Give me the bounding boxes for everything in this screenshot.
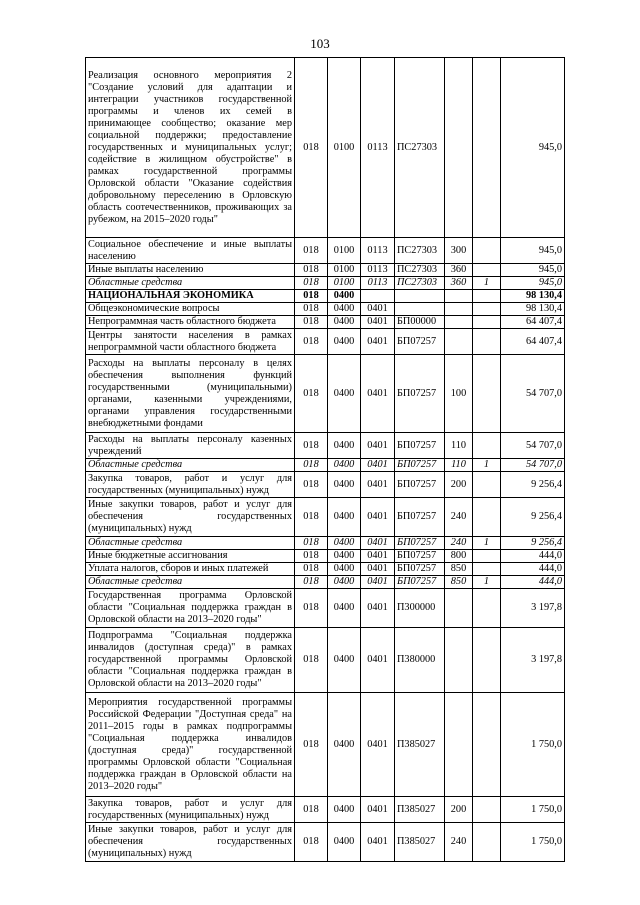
- amount-cell: 1 750,0: [501, 693, 565, 797]
- grbs-code-cell: 018: [295, 355, 328, 433]
- grbs-code-cell: 018: [295, 589, 328, 628]
- expense-type-cell: [445, 316, 473, 329]
- funding-source-cell: [473, 589, 501, 628]
- target-article-cell: БП07257: [395, 550, 445, 563]
- amount-cell: 9 256,4: [501, 498, 565, 537]
- expense-name-cell: Иные выплаты населению: [86, 264, 295, 277]
- budget-table-body: [86, 58, 565, 862]
- amount-cell: 54 707,0: [501, 433, 565, 459]
- funding-source-cell: 1: [473, 576, 501, 589]
- grbs-code-cell: 018: [295, 290, 328, 303]
- expense-name-cell: Закупка товаров, работ и услуг для государственных (муниципальных) нужд: [86, 797, 295, 823]
- target-article-cell: П385027: [395, 797, 445, 823]
- subsection-code-cell: 0401: [361, 550, 395, 563]
- section-code-cell: 0400: [328, 316, 361, 329]
- funding-source-cell: [473, 563, 501, 576]
- expense-type-cell: 240: [445, 823, 473, 862]
- table-row: [86, 264, 565, 277]
- expense-type-cell: [445, 290, 473, 303]
- grbs-code-cell: 018: [295, 563, 328, 576]
- table-row: [86, 433, 565, 459]
- expense-type-cell: [445, 693, 473, 797]
- expense-type-cell: 240: [445, 537, 473, 550]
- funding-source-cell: [473, 498, 501, 537]
- expense-name-cell: Областные средства: [86, 537, 295, 550]
- table-row: [86, 355, 565, 433]
- section-code-cell: 0400: [328, 459, 361, 472]
- section-code-cell: 0400: [328, 576, 361, 589]
- amount-cell: 54 707,0: [501, 459, 565, 472]
- expense-name-cell: Областные средства: [86, 277, 295, 290]
- target-article-cell: [395, 290, 445, 303]
- expense-type-cell: 300: [445, 238, 473, 264]
- expense-name-cell: Подпрограмма "Социальная поддержка инвалидов (доступная среда)" в рамках государственной программы Орловской области "Социальная поддержка граждан в Орловской области на 2013–2020 годы": [86, 628, 295, 693]
- expense-name-cell: Закупка товаров, работ и услуг для государственных (муниципальных) нужд: [86, 472, 295, 498]
- section-code-cell: 0400: [328, 797, 361, 823]
- expense-type-cell: 360: [445, 277, 473, 290]
- subsection-code-cell: 0401: [361, 303, 395, 316]
- subsection-code-cell: 0113: [361, 238, 395, 264]
- subsection-code-cell: 0401: [361, 589, 395, 628]
- section-code-cell: 0400: [328, 589, 361, 628]
- expense-type-cell: [445, 628, 473, 693]
- grbs-code-cell: 018: [295, 550, 328, 563]
- subsection-code-cell: 0113: [361, 277, 395, 290]
- funding-source-cell: [473, 290, 501, 303]
- target-article-cell: БП07257: [395, 329, 445, 355]
- table-row: [86, 576, 565, 589]
- funding-source-cell: [473, 58, 501, 238]
- target-article-cell: БП07257: [395, 459, 445, 472]
- grbs-code-cell: 018: [295, 277, 328, 290]
- subsection-code-cell: 0401: [361, 433, 395, 459]
- table-row: [86, 290, 565, 303]
- funding-source-cell: [473, 355, 501, 433]
- amount-cell: 9 256,4: [501, 537, 565, 550]
- table-row: [86, 277, 565, 290]
- funding-source-cell: [473, 823, 501, 862]
- subsection-code-cell: 0401: [361, 355, 395, 433]
- expense-name-cell: Расходы на выплаты персоналу казенных учреждений: [86, 433, 295, 459]
- section-code-cell: 0100: [328, 277, 361, 290]
- table-row: [86, 537, 565, 550]
- amount-cell: 3 197,8: [501, 628, 565, 693]
- grbs-code-cell: 018: [295, 498, 328, 537]
- amount-cell: 945,0: [501, 264, 565, 277]
- grbs-code-cell: 018: [295, 459, 328, 472]
- amount-cell: 3 197,8: [501, 589, 565, 628]
- section-code-cell: 0400: [328, 472, 361, 498]
- grbs-code-cell: 018: [295, 264, 328, 277]
- target-article-cell: ПС27303: [395, 238, 445, 264]
- section-code-cell: 0100: [328, 238, 361, 264]
- subsection-code-cell: 0401: [361, 459, 395, 472]
- expense-name-cell: Реализация основного мероприятия 2 "Создание условий для адаптации и интеграции участников государственной программы и членов их семей в принимающее сообщество; оказание мер социальной поддержки; предоставление государственных и муниципальных услуг; содействие в жилищном обустройстве" в рамках государственной программы Орловской области "Оказание содействия добровольному переселению в Орловскую область соотечественников, проживающих за рубежом, на 2015–2020 годы": [86, 58, 295, 238]
- target-article-cell: П385027: [395, 823, 445, 862]
- section-code-cell: 0400: [328, 537, 361, 550]
- grbs-code-cell: 018: [295, 58, 328, 238]
- funding-source-cell: 1: [473, 277, 501, 290]
- target-article-cell: БП07257: [395, 563, 445, 576]
- section-code-cell: 0400: [328, 693, 361, 797]
- subsection-code-cell: 0401: [361, 563, 395, 576]
- amount-cell: 444,0: [501, 563, 565, 576]
- expense-type-cell: 800: [445, 550, 473, 563]
- expense-name-cell: Иные бюджетные ассигнования: [86, 550, 295, 563]
- funding-source-cell: [473, 550, 501, 563]
- amount-cell: 1 750,0: [501, 823, 565, 862]
- expense-type-cell: 200: [445, 797, 473, 823]
- subsection-code-cell: 0401: [361, 797, 395, 823]
- table-row: [86, 316, 565, 329]
- amount-cell: 54 707,0: [501, 355, 565, 433]
- subsection-code-cell: 0401: [361, 628, 395, 693]
- subsection-code-cell: 0401: [361, 329, 395, 355]
- expense-name-cell: Государственная программа Орловской области "Социальная поддержка граждан в Орловской области на 2013–2020 годы": [86, 589, 295, 628]
- expense-type-cell: [445, 58, 473, 238]
- section-code-cell: 0100: [328, 264, 361, 277]
- target-article-cell: П300000: [395, 589, 445, 628]
- funding-source-cell: [473, 433, 501, 459]
- funding-source-cell: [473, 316, 501, 329]
- section-code-cell: 0400: [328, 433, 361, 459]
- amount-cell: 98 130,4: [501, 290, 565, 303]
- target-article-cell: БП00000: [395, 316, 445, 329]
- amount-cell: 64 407,4: [501, 329, 565, 355]
- grbs-code-cell: 018: [295, 628, 328, 693]
- amount-cell: 9 256,4: [501, 472, 565, 498]
- expense-type-cell: 200: [445, 472, 473, 498]
- table-row: [86, 563, 565, 576]
- section-code-cell: 0100: [328, 58, 361, 238]
- grbs-code-cell: 018: [295, 316, 328, 329]
- target-article-cell: БП07257: [395, 537, 445, 550]
- expense-type-cell: 110: [445, 459, 473, 472]
- amount-cell: 1 750,0: [501, 797, 565, 823]
- subsection-code-cell: 0401: [361, 823, 395, 862]
- amount-cell: 64 407,4: [501, 316, 565, 329]
- subsection-code-cell: 0401: [361, 498, 395, 537]
- budget-table: [85, 57, 565, 862]
- expense-name-cell: Расходы на выплаты персоналу в целях обеспечения выполнения функций государственными (муниципальными) органами, казенными учреждениями, органами управления государственными внебюджетными фондами: [86, 355, 295, 433]
- expense-type-cell: 110: [445, 433, 473, 459]
- expense-type-cell: 850: [445, 563, 473, 576]
- amount-cell: 444,0: [501, 550, 565, 563]
- funding-source-cell: [473, 628, 501, 693]
- funding-source-cell: [473, 238, 501, 264]
- table-row: [86, 303, 565, 316]
- section-code-cell: 0400: [328, 563, 361, 576]
- table-row: [86, 58, 565, 238]
- expense-name-cell: Социальное обеспечение и иные выплаты населению: [86, 238, 295, 264]
- funding-source-cell: [473, 797, 501, 823]
- target-article-cell: П385027: [395, 693, 445, 797]
- expense-name-cell: Областные средства: [86, 576, 295, 589]
- funding-source-cell: [473, 303, 501, 316]
- table-row: [86, 693, 565, 797]
- amount-cell: 945,0: [501, 277, 565, 290]
- expense-name-cell: Иные закупки товаров, работ и услуг для обеспечения государственных (муниципальных) нужд: [86, 823, 295, 862]
- target-article-cell: ПС27303: [395, 264, 445, 277]
- funding-source-cell: 1: [473, 459, 501, 472]
- table-row: [86, 797, 565, 823]
- table-row: [86, 329, 565, 355]
- grbs-code-cell: 018: [295, 303, 328, 316]
- section-code-cell: 0400: [328, 550, 361, 563]
- grbs-code-cell: 018: [295, 537, 328, 550]
- target-article-cell: БП07257: [395, 433, 445, 459]
- subsection-code-cell: 0401: [361, 693, 395, 797]
- table-row: [86, 498, 565, 537]
- grbs-code-cell: 018: [295, 797, 328, 823]
- target-article-cell: БП07257: [395, 576, 445, 589]
- funding-source-cell: [473, 472, 501, 498]
- expense-name-cell: Центры занятости населения в рамках непрограммной части областного бюджета: [86, 329, 295, 355]
- expense-type-cell: 100: [445, 355, 473, 433]
- table-row: [86, 628, 565, 693]
- grbs-code-cell: 018: [295, 472, 328, 498]
- target-article-cell: ПС27303: [395, 58, 445, 238]
- target-article-cell: БП07257: [395, 472, 445, 498]
- target-article-cell: БП07257: [395, 355, 445, 433]
- page-number: 103: [310, 36, 330, 51]
- grbs-code-cell: 018: [295, 576, 328, 589]
- table-row: [86, 472, 565, 498]
- expense-type-cell: 360: [445, 264, 473, 277]
- expense-name-cell: Общеэкономические вопросы: [86, 303, 295, 316]
- table-row: [86, 459, 565, 472]
- grbs-code-cell: 018: [295, 823, 328, 862]
- grbs-code-cell: 018: [295, 693, 328, 797]
- section-code-cell: 0400: [328, 498, 361, 537]
- subsection-code-cell: 0113: [361, 58, 395, 238]
- subsection-code-cell: [361, 290, 395, 303]
- grbs-code-cell: 018: [295, 329, 328, 355]
- grbs-code-cell: 018: [295, 238, 328, 264]
- target-article-cell: БП07257: [395, 498, 445, 537]
- section-code-cell: 0400: [328, 628, 361, 693]
- expense-type-cell: 240: [445, 498, 473, 537]
- amount-cell: 444,0: [501, 576, 565, 589]
- section-code-cell: 0400: [328, 355, 361, 433]
- expense-name-cell: Уплата налогов, сборов и иных платежей: [86, 563, 295, 576]
- subsection-code-cell: 0401: [361, 472, 395, 498]
- section-code-cell: 0400: [328, 823, 361, 862]
- table-row: [86, 823, 565, 862]
- section-code-cell: 0400: [328, 303, 361, 316]
- subsection-code-cell: 0113: [361, 264, 395, 277]
- expense-name-cell: НАЦИОНАЛЬНАЯ ЭКОНОМИКА: [86, 290, 295, 303]
- expense-type-cell: [445, 303, 473, 316]
- expense-type-cell: [445, 589, 473, 628]
- section-code-cell: 0400: [328, 290, 361, 303]
- section-code-cell: 0400: [328, 329, 361, 355]
- expense-type-cell: 850: [445, 576, 473, 589]
- funding-source-cell: [473, 264, 501, 277]
- funding-source-cell: [473, 693, 501, 797]
- amount-cell: 945,0: [501, 58, 565, 238]
- funding-source-cell: [473, 329, 501, 355]
- table-row: [86, 550, 565, 563]
- table-row: [86, 238, 565, 264]
- amount-cell: 945,0: [501, 238, 565, 264]
- subsection-code-cell: 0401: [361, 537, 395, 550]
- target-article-cell: ПС27303: [395, 277, 445, 290]
- subsection-code-cell: 0401: [361, 576, 395, 589]
- expense-name-cell: Областные средства: [86, 459, 295, 472]
- subsection-code-cell: 0401: [361, 316, 395, 329]
- target-article-cell: [395, 303, 445, 316]
- expense-name-cell: Мероприятия государственной программы Российской Федерации "Доступная среда" на 2011–2015 годы в рамках подпрограммы "Социальная поддержка инвалидов (доступная среда)" государственной программы Орловской области "Социальная поддержка граждан в Орловской области на 2013–2020 годы": [86, 693, 295, 797]
- table-row: [86, 589, 565, 628]
- expense-type-cell: [445, 329, 473, 355]
- grbs-code-cell: 018: [295, 433, 328, 459]
- target-article-cell: П380000: [395, 628, 445, 693]
- expense-name-cell: Непрограммная часть областного бюджета: [86, 316, 295, 329]
- amount-cell: 98 130,4: [501, 303, 565, 316]
- funding-source-cell: 1: [473, 537, 501, 550]
- expense-name-cell: Иные закупки товаров, работ и услуг для обеспечения государственных (муниципальных) нужд: [86, 498, 295, 537]
